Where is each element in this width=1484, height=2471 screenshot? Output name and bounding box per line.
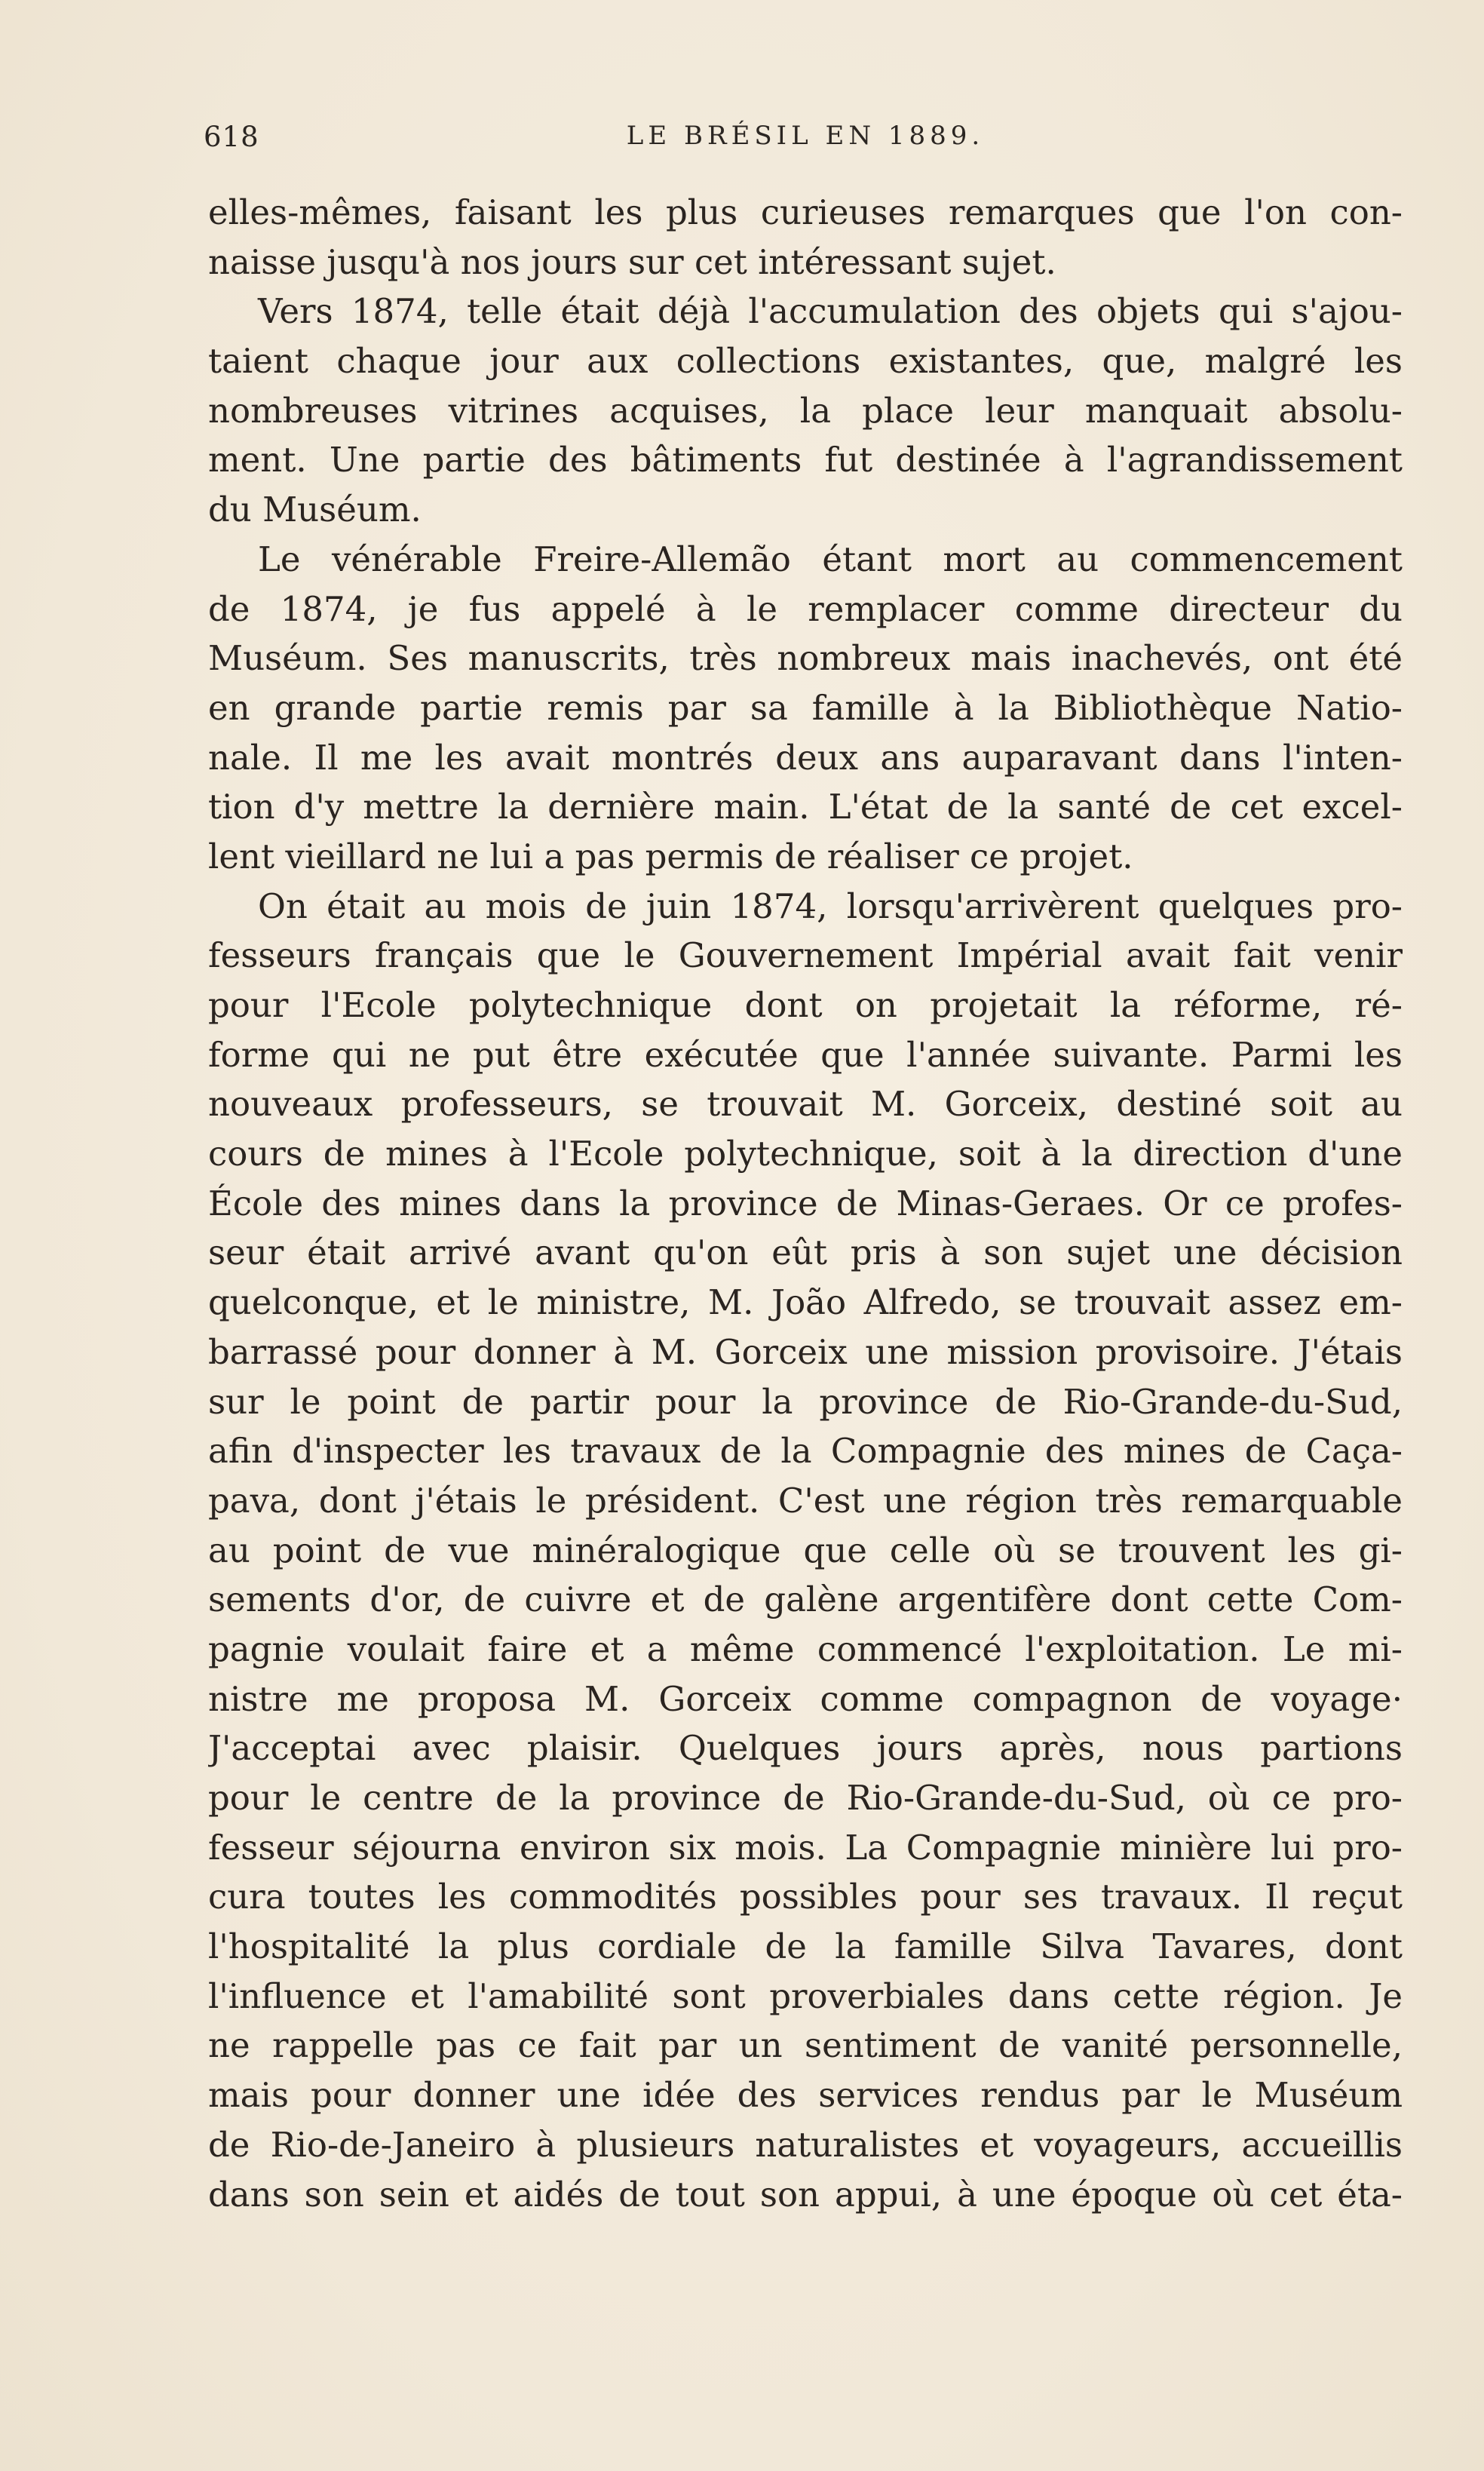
text-line: cours de mines à l'Ecole polytechnique, soit à la direction d'une [208,1134,1403,1174]
page-number: 618 [204,121,259,153]
text-line: pava, dont j'étais le président. C'est une région très remarquable [208,1480,1403,1521]
text-line: nale. Il me les avait montrés deux ans auparavant dans l'inten- [208,737,1403,778]
text-line: dans son sein et aidés de tout son appui, à une époque où cet éta- [208,2174,1403,2215]
text-line: On était au mois de juin 1874, lorsqu'arrivèrent quelques pro- [258,886,1403,926]
text-line: nistre me proposa M. Gorceix comme compagnon de voyage· [208,1678,1403,1719]
text-line: sements d'or, de cuivre et de galène argentifère dont cette Com- [208,1579,1403,1620]
text-line: Muséum. Ses manuscrits, très nombreux mais inachevés, ont été [208,638,1403,679]
text-line: en grande partie remis par sa famille à la Bibliothèque Natio- [208,687,1403,728]
text-line: ne rappelle pas ce fait par un sentiment de vanité personnelle, [208,2025,1403,2066]
text-line: nombreuses vitrines acquises, la place leur manquait absolu- [208,390,1403,431]
text-line: l'hospitalité la plus cordiale de la famille Silva Tavares, dont [208,1926,1403,1967]
text-line: ment. Une partie des bâtiments fut destinée à l'agrandissement [208,440,1403,480]
text-line: de 1874, je fus appelé à le remplacer comme directeur du [208,588,1403,629]
text-line: quelconque, et le ministre, M. João Alfredo, se trouvait assez em- [208,1282,1403,1323]
text-line: cura toutes les commodités possibles pour ses travaux. Il reçut [208,1877,1403,1917]
text-line: Le vénérable Freire-Allemão étant mort au commencement [258,539,1403,579]
text-line: mais pour donner une idée des services rendus par le Muséum [208,2075,1403,2116]
text-line: forme qui ne put être exécutée que l'année suivante. Parmi les [208,1034,1403,1075]
text-line: lent vieillard ne lui a pas permis de réaliser ce projet. [208,836,1133,876]
text-line: barrassé pour donner à M. Gorceix une mission provisoire. J'étais [208,1331,1403,1372]
text-line: École des mines dans la province de Minas-Geraes. Or ce profes- [208,1183,1403,1223]
text-line: au point de vue minéralogique que celle où se trouvent les gi- [208,1530,1403,1570]
text-line: pour l'Ecole polytechnique dont on projetait la réforme, ré- [208,985,1403,1025]
text-line: l'influence et l'amabilité sont proverbiales dans cette région. Je [208,1975,1403,2016]
running-title: LE BRÉSIL EN 1889. [626,121,985,151]
text-line: taient chaque jour aux collections existantes, que, malgré les [208,341,1403,382]
text-line: elles-mêmes, faisant les plus curieuses remarques que l'on con- [208,192,1403,232]
text-line: fesseur séjourna environ six mois. La Compagnie minière lui pro- [208,1827,1403,1868]
text-line: nouveaux professeurs, se trouvait M. Gorceix, destiné soit au [208,1084,1403,1125]
text-line: J'acceptai avec plaisir. Quelques jours après, nous partions [208,1728,1403,1769]
text-line: seur était arrivé avant qu'on eût pris à son sujet une décision [208,1232,1403,1273]
text-line: du Muséum. [208,490,422,530]
body-text [208,188,1403,2219]
text-line: fesseurs français que le Gouvernement Impérial avait fait venir [208,935,1403,976]
text-line: pagnie voulait faire et a même commencé l'exploitation. Le mi- [208,1628,1403,1669]
text-line: Vers 1874, telle était déjà l'accumulation des objets qui s'ajou- [258,291,1403,332]
running-head [204,121,1407,166]
text-line: naisse jusqu'à nos jours sur cet intéressant sujet. [208,241,1056,282]
text-line: pour le centre de la province de Rio-Grande-du-Sud, où ce pro- [208,1778,1403,1818]
text-line: de Rio-de-Janeiro à plusieurs naturalistes et voyageurs, accueillis [208,2124,1403,2165]
text-line: afin d'inspecter les travaux de la Compagnie des mines de Caça- [208,1431,1403,1472]
text-line: tion d'y mettre la dernière main. L'état de la santé de cet excel- [208,787,1403,827]
text-line: sur le point de partir pour la province de Rio-Grande-du-Sud, [208,1381,1403,1422]
